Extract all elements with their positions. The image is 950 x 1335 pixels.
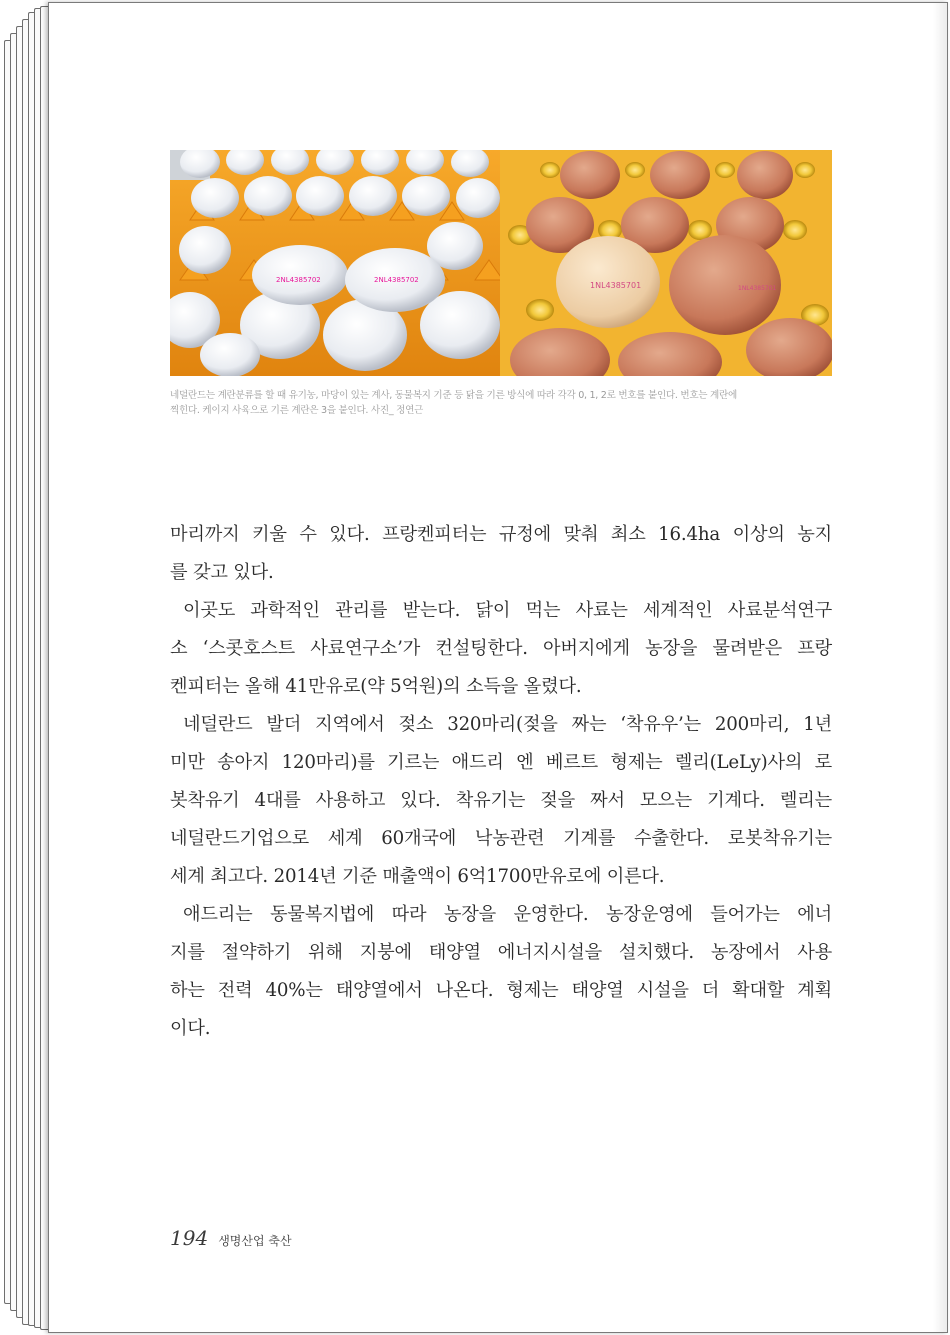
body-line: 소 ‘스콧호스트 사료연구소’가 컨설팅한다. 아버지에게 농장을 물려받은 프랑 [170,638,832,659]
body-line: 세계 최고다. 2014년 기준 매출액이 6억1700만유로에 이른다. [170,866,665,887]
egg-photos [170,150,832,376]
page-footer [170,1226,292,1250]
body-line: 애드리는 동물복지법에 따라 농장을 운영한다. 농장운영에 들어가는 에너 [183,904,832,925]
photo-caption [170,388,834,418]
white-eggs-photo [170,150,500,376]
body-line: 마리까지 키울 수 있다. 프랑켄피터는 규정에 맞춰 최소 16.4ha 이상의 농지 [170,524,832,545]
body-line: 켄피터는 올해 41만유로(약 5억원)의 소득을 올렸다. [170,676,582,697]
right-egg-stamp: 1NL4385701 [590,281,642,290]
left-egg-stamp-2: 2NL4385702 [374,276,419,284]
body-line: 를 갖고 있다. [170,562,274,583]
article-body [170,516,832,1048]
section-name: 생명산업 축산 [218,1234,292,1248]
right-egg-stamp-2: 1NL4385701 [738,285,777,292]
caption-line-1: 네덜란드는 계란분류를 할 때 유기농, 마당이 있는 계사, 동물복지 기준 등 닭을 기른 방식에 따라 각각 0, 1, 2로 번호를 붙인다. 번호는 계란에 [170,390,737,401]
book-page-edges [4,6,50,1328]
body-line: 네덜란드 발더 지역에서 젖소 320마리(젖을 짜는 ‘착유우’는 200마리, 1년 [183,714,832,735]
body-line: 미만 송아지 120마리)를 기르는 애드리 엔 베르트 형제는 렐리(LeLy)사의 로 [170,752,832,773]
body-line: 지를 절약하기 위해 지붕에 태양열 에너지시설을 설치했다. 농장에서 사용 [170,942,832,963]
body-line: 네덜란드기업으로 세계 60개국에 낙농관련 기계를 수출한다. 로봇착유기는 [170,828,832,849]
body-line: 이다. [170,1018,211,1039]
body-line: 이곳도 과학적인 관리를 받는다. 닭이 먹는 사료는 세계적인 사료분석연구 [183,600,832,621]
page-number: 194 [170,1226,209,1250]
caption-line-2: 찍힌다. 케이지 사육으로 기른 계란은 3을 붙인다. 사진_ 정연근 [170,405,424,416]
left-egg-stamp: 2NL4385702 [276,276,321,284]
brown-eggs-photo [500,150,832,376]
body-line: 봇착유기 4대를 사용하고 있다. 착유기는 젖을 짜서 모으는 기계다. 렐리는 [170,790,832,811]
body-line: 하는 전력 40%는 태양열에서 나온다. 형제는 태양열 시설을 더 확대할 계획 [170,980,832,1001]
